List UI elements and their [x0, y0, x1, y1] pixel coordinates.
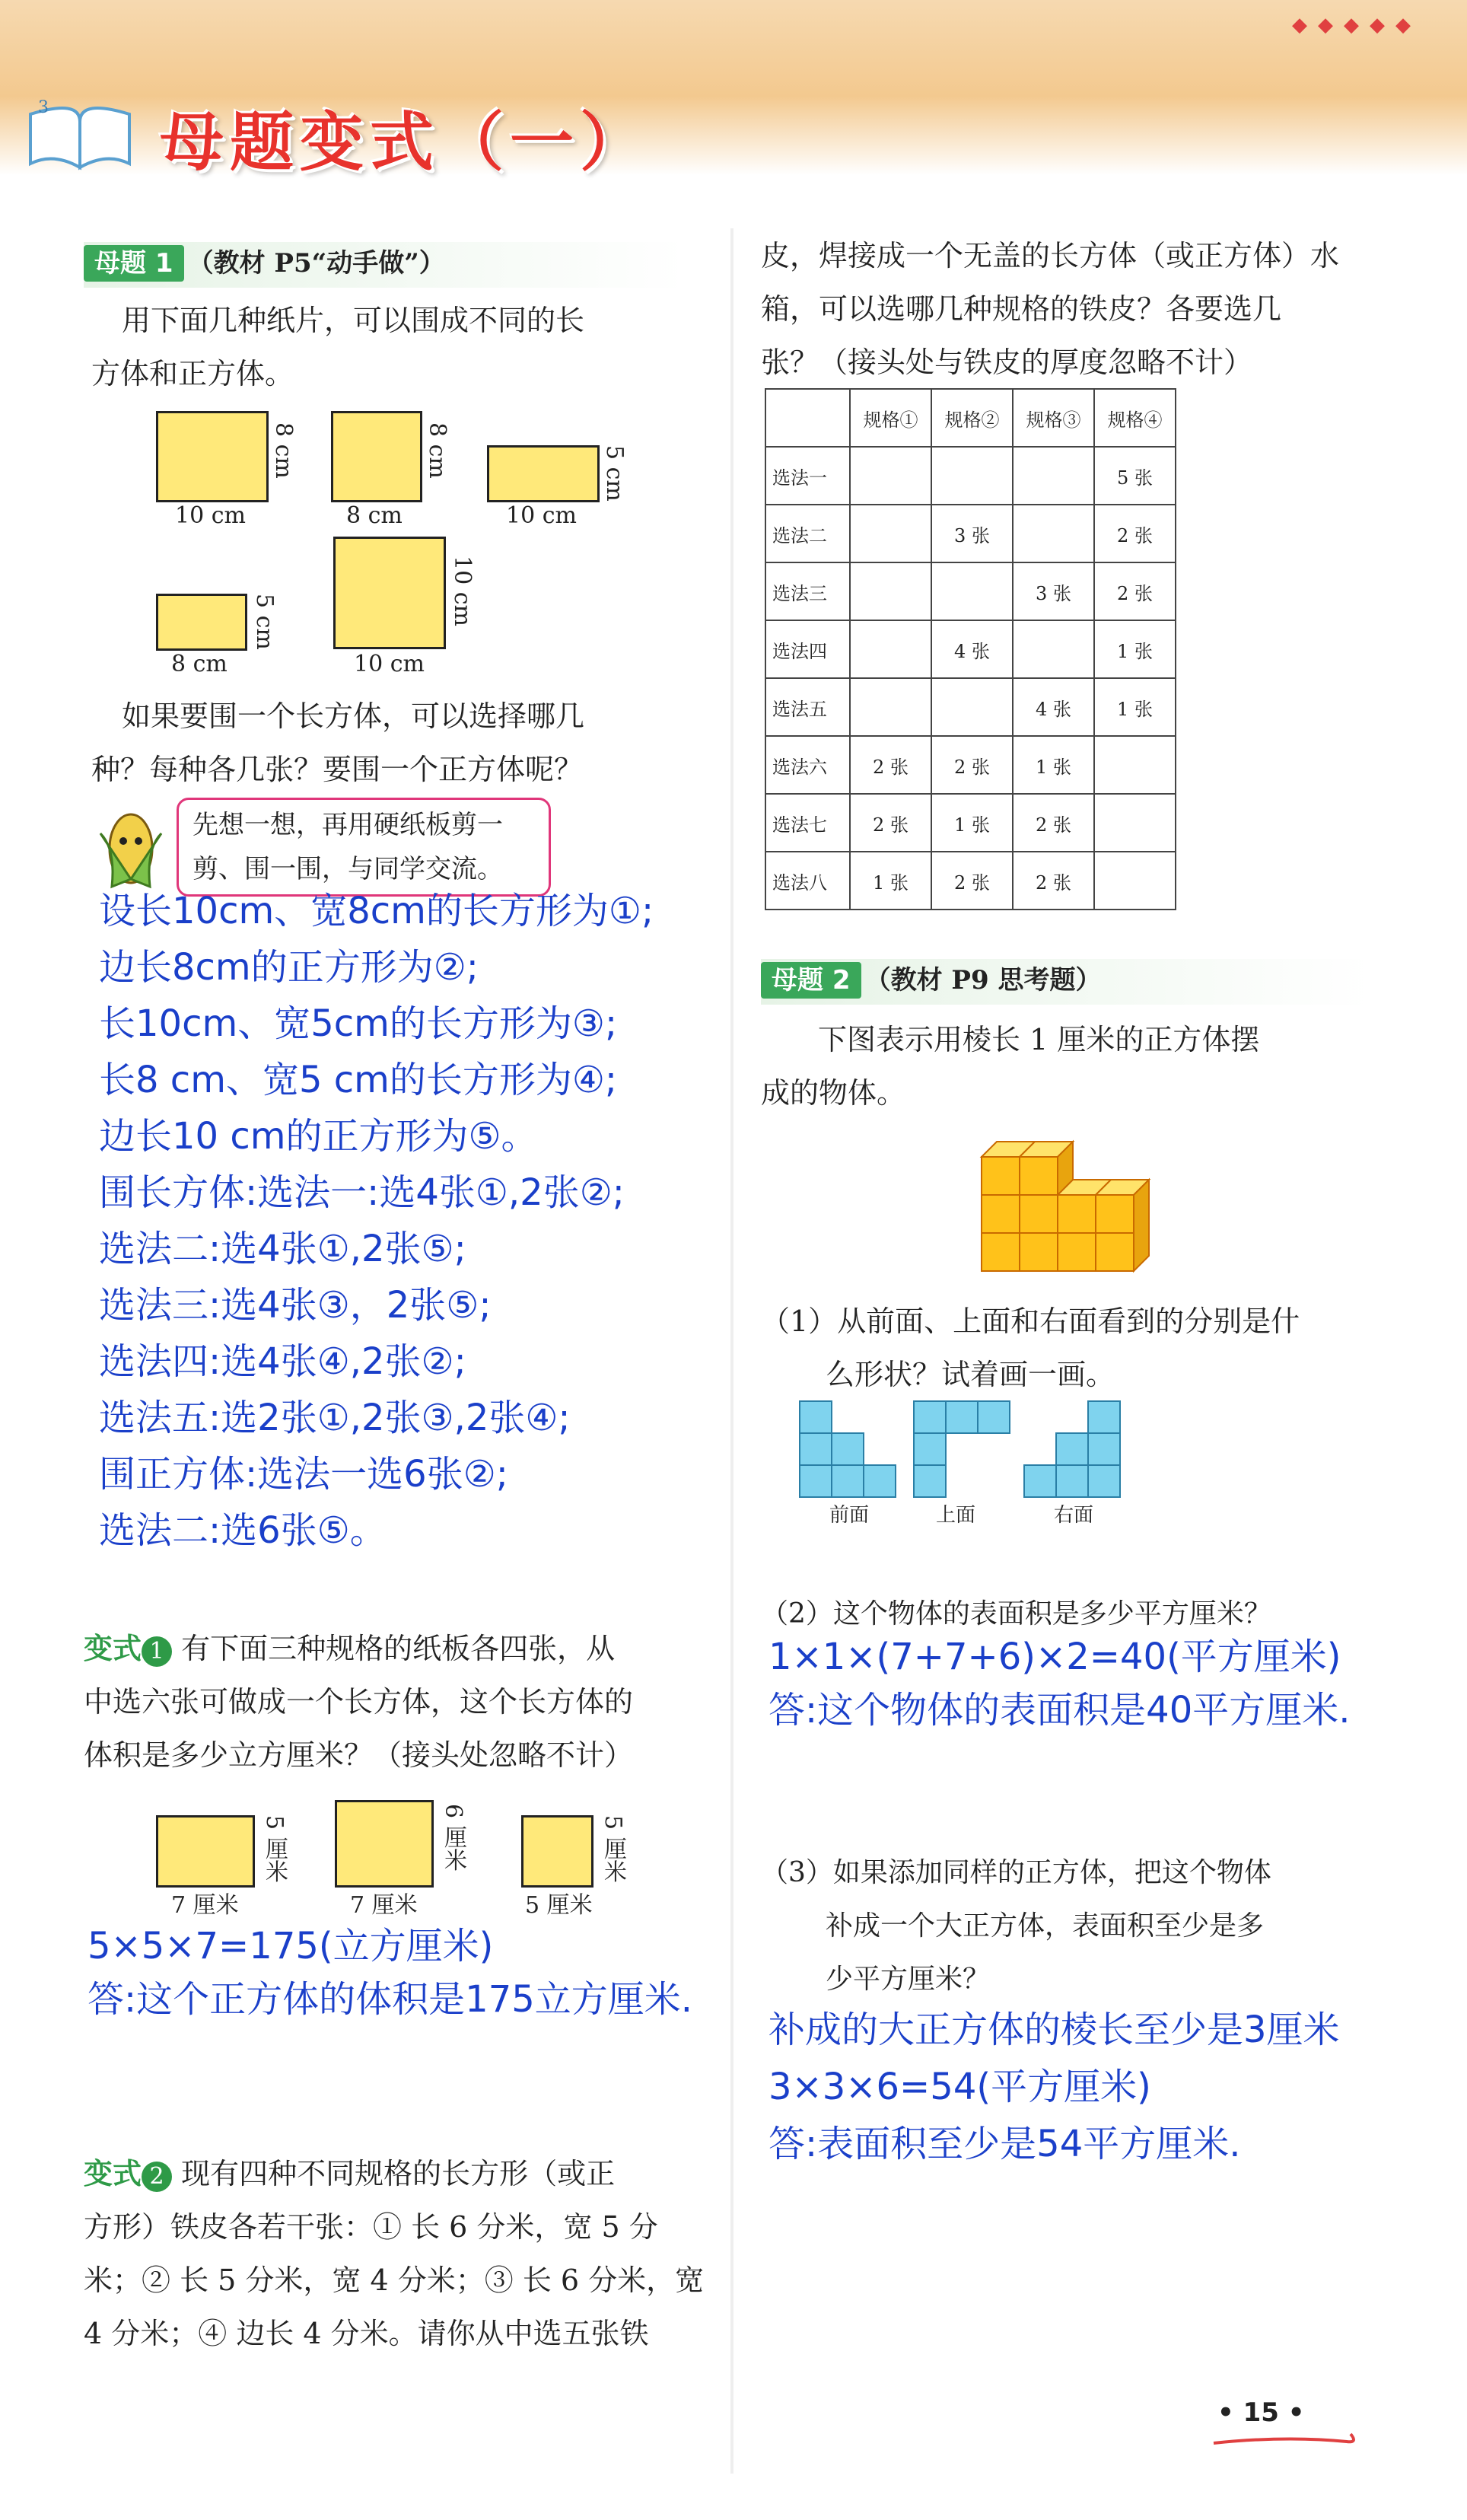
mother2-q3-1: （3）如果添加同样的正方体，把这个物体	[761, 1857, 1271, 1888]
board-shape-3	[521, 1815, 593, 1888]
table-cell: 1 张	[1013, 736, 1094, 794]
board2-height: 6 厘米	[440, 1804, 466, 1872]
table-cell: 1 张	[931, 794, 1013, 852]
shape2-height: 8 cm	[424, 422, 450, 479]
table-cell	[850, 505, 931, 562]
page-number: • 15 •	[1217, 2397, 1305, 2428]
table-cell: 选法一	[765, 447, 850, 505]
paper-shape-3	[487, 445, 600, 502]
corn-mascot-icon	[85, 803, 173, 894]
table-row	[765, 794, 1176, 852]
variant2-label: 变式	[84, 2157, 142, 2190]
mother2-intro-1: 下图表示用棱长 1 厘米的正方体摆	[818, 1023, 1260, 1056]
table-cell	[1094, 794, 1176, 852]
mother2-a2-1: 1×1×(7+7+6)×2=40(平方厘米)	[769, 1636, 1341, 1678]
variant1-answer-1: 5×5×7=175(立方厘米)	[88, 1925, 494, 1967]
table-cell: 1 张	[850, 852, 931, 910]
hint-line-2: 剪、围一围，与同学交流。	[193, 854, 503, 884]
variant2-text-2: 方形）铁皮各若干张：① 长 6 分米，宽 5 分	[84, 2210, 658, 2244]
mother2-q1-2: 么形状？试着画一画。	[826, 1358, 1115, 1391]
board3-width: 5 厘米	[525, 1892, 593, 1919]
table-row	[765, 620, 1176, 678]
hint-bubble	[177, 798, 551, 897]
open-book-icon	[23, 91, 137, 175]
svg-text:3: 3	[38, 98, 49, 117]
decorative-dots: ◆◆◆◆◆	[1292, 14, 1421, 37]
board-shape-1	[156, 1815, 255, 1888]
table-header-cell	[765, 389, 850, 447]
table-cell	[1013, 447, 1094, 505]
shape5-width: 10 cm	[354, 651, 425, 677]
top-view-label: 上面	[936, 1504, 976, 1527]
table-cell	[1094, 736, 1176, 794]
shape3-width: 10 cm	[506, 502, 577, 529]
mother1-answer	[99, 883, 723, 1559]
mother1-tag: 母题 1	[84, 245, 184, 282]
mother2-q1-1: （1）从前面、上面和右面看到的分别是什	[761, 1305, 1300, 1338]
variant1-text-1: 有下面三种规格的纸板各四张，从	[181, 1632, 616, 1665]
table-row	[765, 852, 1176, 910]
shape5-height: 10 cm	[449, 556, 476, 626]
variant2-text-1: 现有四种不同规格的长方形（或正	[181, 2157, 616, 2190]
mother1-header	[84, 242, 685, 288]
page-title: 母题变式（一）	[160, 105, 651, 180]
table-cell	[931, 678, 1013, 736]
answer-line: 选法四:选4张④,2张②;	[99, 1340, 466, 1383]
table-cell	[931, 562, 1013, 620]
table-cell: 2 张	[931, 736, 1013, 794]
table-cell: 选法四	[765, 620, 850, 678]
table-cell: 2 张	[1094, 505, 1176, 562]
variant1-text-3: 体积是多少立方厘米？（接头处忽略不计）	[84, 1738, 634, 1772]
table-cell: 选法五	[765, 678, 850, 736]
mother2-a3-2: 3×3×6=54(平方厘米)	[769, 2066, 1151, 2108]
variant1-line-1	[84, 1621, 708, 1676]
answer-line: 设长10cm、宽8cm的长方形为①;	[99, 890, 654, 932]
mother1-source: （教材 P5“动手做”）	[187, 248, 445, 279]
mother1-intro-1: 用下面几种纸片，可以围成不同的长	[122, 304, 585, 337]
table-cell: 选法二	[765, 505, 850, 562]
mother1-question-1: 如果要围一个长方体，可以选择哪几	[122, 699, 585, 733]
mother2-tag: 母题 2	[761, 962, 861, 999]
table-cell: 2 张	[1013, 794, 1094, 852]
mother2-a3-3: 答:表面积至少是54平方厘米.	[769, 2123, 1241, 2165]
board2-width: 7 厘米	[350, 1892, 418, 1919]
variant2-text-4: 4 分米；④ 边长 4 分米。请你从中选五张铁	[84, 2317, 649, 2350]
page-swoosh-icon	[1210, 2428, 1362, 2451]
shape2-width: 8 cm	[346, 502, 403, 529]
paper-shape-4	[156, 594, 247, 651]
shape4-height: 5 cm	[251, 594, 278, 650]
variant2-number: 2	[142, 2162, 172, 2192]
board3-height: 5 厘米	[600, 1815, 626, 1883]
board-shape-2	[335, 1800, 434, 1888]
table-cell	[850, 562, 931, 620]
table-row	[765, 447, 1176, 505]
variant2-cont-1: 皮，焊接成一个无盖的长方体（或正方体）水	[761, 239, 1340, 272]
table-cell: 3 张	[1013, 562, 1094, 620]
table-cell	[850, 447, 931, 505]
table-header-cell: 规格③	[1013, 389, 1094, 447]
table-cell	[1013, 620, 1094, 678]
front-view-grid	[799, 1400, 896, 1498]
board1-height: 5 厘米	[261, 1815, 288, 1883]
table-header-cell: 规格①	[850, 389, 931, 447]
variant2-line-1	[84, 2146, 708, 2201]
paper-shape-5	[333, 537, 446, 649]
mother2-a2-2: 答:这个物体的表面积是40平方厘米.	[769, 1689, 1351, 1732]
right-view-label: 右面	[1054, 1504, 1094, 1527]
variant2-cont-3: 张？（接头处与铁皮的厚度忽略不计）	[761, 346, 1253, 379]
table-cell	[850, 620, 931, 678]
table-row	[765, 505, 1176, 562]
right-view-grid	[1023, 1400, 1121, 1498]
variant1-number: 1	[142, 1636, 172, 1667]
mother2-q3-2: 补成一个大正方体，表面积至少是多	[826, 1910, 1265, 1942]
table-cell: 选法三	[765, 562, 850, 620]
table-cell: 4 张	[1013, 678, 1094, 736]
answer-line: 边长10 cm的正方形为⑤。	[99, 1115, 538, 1158]
variant1-text-2: 中选六张可做成一个长方体，这个长方体的	[84, 1685, 634, 1719]
variant1-answer-2: 答:这个正方体的体积是175立方厘米.	[88, 1978, 693, 2021]
table-row	[765, 678, 1176, 736]
table-cell: 1 张	[1094, 678, 1176, 736]
shape3-height: 5 cm	[601, 445, 628, 502]
mother2-a3-1: 补成的大正方体的棱长至少是3厘米	[769, 2009, 1340, 2051]
table-cell	[931, 447, 1013, 505]
table-cell: 4 张	[931, 620, 1013, 678]
shape4-width: 8 cm	[171, 651, 228, 677]
table-cell: 5 张	[1094, 447, 1176, 505]
cube-stack-figure	[974, 1126, 1157, 1286]
table-cell	[850, 678, 931, 736]
variant2-text-3: 米；② 长 5 分米，宽 4 分米；③ 长 6 分米，宽	[84, 2264, 705, 2297]
table-header-cell: 规格②	[931, 389, 1013, 447]
table-cell: 1 张	[1094, 620, 1176, 678]
board1-width: 7 厘米	[171, 1892, 239, 1919]
paper-shape-2	[331, 411, 422, 502]
answer-line: 长8 cm、宽5 cm的长方形为④;	[99, 1059, 618, 1101]
answer-line: 选法二:选6张⑤。	[99, 1509, 387, 1552]
table-cell: 选法七	[765, 794, 850, 852]
shape1-width: 10 cm	[175, 502, 246, 529]
hint-line-1: 先想一想，再用硬纸板剪一	[193, 810, 503, 840]
table-cell: 3 张	[931, 505, 1013, 562]
answer-line: 选法三:选4张③，2张⑤;	[99, 1284, 492, 1327]
table-cell	[1094, 852, 1176, 910]
mother1-intro-2: 方体和正方体。	[91, 357, 294, 390]
table-cell: 2 张	[1094, 562, 1176, 620]
table-cell: 2 张	[850, 794, 931, 852]
variant1-label: 变式	[84, 1632, 142, 1665]
mother2-q3-3: 少平方厘米？	[826, 1964, 991, 1995]
mother2-q2: （2）这个物体的表面积是多少平方厘米？	[761, 1598, 1271, 1630]
mother2-header	[761, 959, 1370, 1005]
table-row	[765, 736, 1176, 794]
mother2-source: （教材 P9 思考题）	[864, 965, 1102, 996]
table-row	[765, 562, 1176, 620]
paper-shape-1	[156, 411, 269, 502]
table-cell: 2 张	[850, 736, 931, 794]
table-cell: 2 张	[931, 852, 1013, 910]
answer-line: 选法二:选4张①,2张⑤;	[99, 1228, 466, 1270]
answer-line: 选法五:选2张①,2张③,2张④;	[99, 1397, 571, 1439]
answer-line: 长10cm、宽5cm的长方形为③;	[99, 1002, 618, 1045]
top-view-grid	[913, 1400, 1010, 1498]
answer-line: 边长8cm的正方形为②;	[99, 946, 479, 989]
table-header-row	[765, 389, 1176, 447]
mother2-intro-2: 成的物体。	[761, 1076, 906, 1110]
table-cell: 2 张	[1013, 852, 1094, 910]
variant2-cont-2: 箱，可以选哪几种规格的铁皮？各要选几	[761, 292, 1282, 326]
column-divider	[730, 228, 734, 2474]
front-view-label: 前面	[829, 1504, 870, 1527]
table-cell: 选法八	[765, 852, 850, 910]
answer-line: 围正方体:选法一选6张②;	[99, 1453, 508, 1496]
answer-line: 围长方体:选法一:选4张①,2张②;	[99, 1171, 625, 1214]
table-cell	[1013, 505, 1094, 562]
mother1-question-2: 种？每种各几张？要围一个正方体呢？	[91, 753, 584, 786]
spec-table	[765, 388, 1176, 910]
table-header-cell: 规格④	[1094, 389, 1176, 447]
table-cell: 选法六	[765, 736, 850, 794]
shape1-height: 8 cm	[270, 422, 297, 479]
